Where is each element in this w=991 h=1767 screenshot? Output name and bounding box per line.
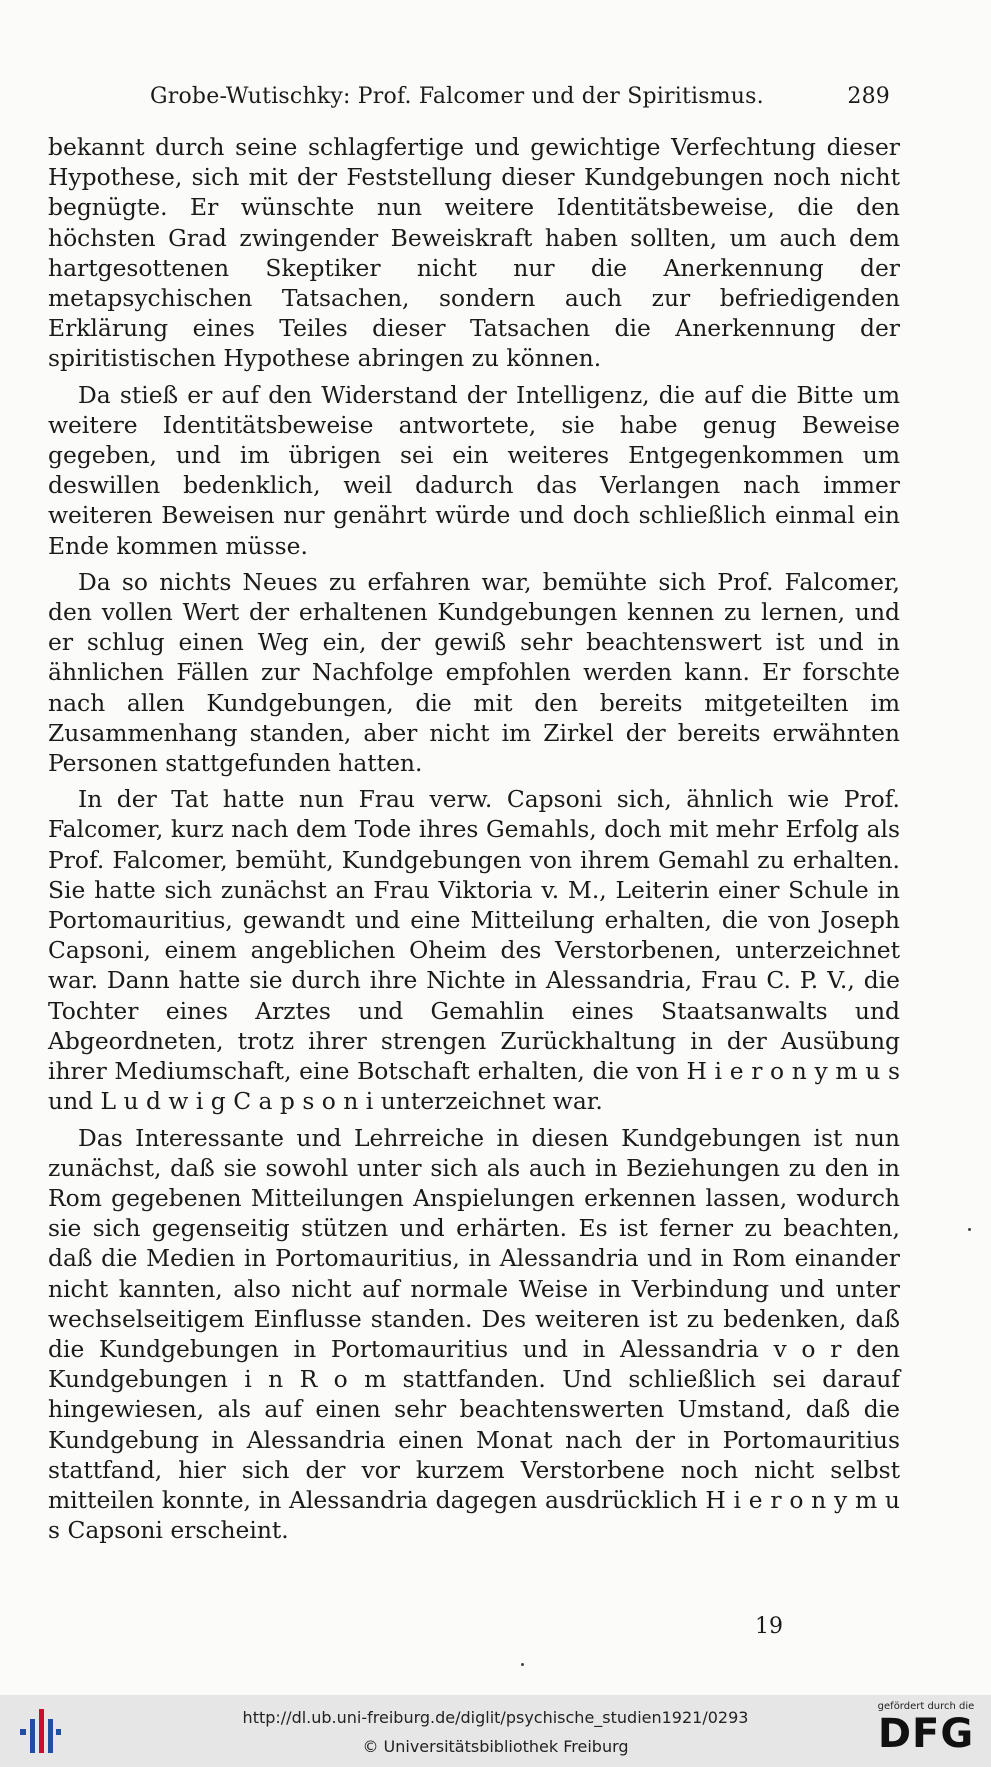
paragraph: Da stieß er auf den Widerstand der Intelligenz, die auf die Bitte um weitere Identitätsbeweise antwortete, sie habe genug Beweise gegeben, und im übrigen sei ein weiteres Entgegenkommen um deswillen bedenklich, weil dadurch das Verlangen nach immer weiteren Beweisen nur genährt würde und doch schließlich einmal ein Ende kommen müsse. [48, 380, 900, 560]
dfg-wordmark: DFG [877, 1711, 975, 1757]
paragraph: Da so nichts Neues zu erfahren war, bemühte sich Prof. Falcomer, den vollen Wert der erhaltenen Kundgebungen kennen zu lernen, und er schlug einen Weg ein, der gewiß sehr beachtenswert ist und in ähnlichen Fällen zur Nachfolge empfohlen werden kann. Er forschte nach allen Kundgebungen, die mit den bereits mitgeteilten im Zusammenhang standen, aber nicht im Zirkel der bereits erwähnten Personen stattgefunden hatten. [48, 567, 900, 778]
paragraph: bekannt durch seine schlagfertige und gewichtige Verfechtung dieser Hypothese, sich mit der Feststellung dieser Kundgebungen noch nicht begnügte. Er wünschte nun weitere Identitätsbeweise, die den höchsten Grad zwingender Beweiskraft haben sollten, um auch dem hartgesottenen Skeptiker nicht nur die Anerkennung der metapsychischen Tatsachen, sondern auch zur befriedigenden Erklärung eines Teiles dieser Tatsachen die Anerkennung der spiritistischen Hypothese abringen zu können. [48, 133, 900, 373]
body-text [48, 132, 900, 1551]
paragraph: Das Interessante und Lehrreiche in diesen Kundgebungen ist nun zunächst, daß sie sowohl unter sich als auch in Beziehungen zu den in Rom gegebenen Mitteilungen Anspielungen erkennen lassen, wodurch sie sich gegenseitig stützen und erhärten. Es ist ferner zu beachten, daß die Medien in Portomauritius, in Alessandria und in Rom einander nicht kannten, also nicht auf normale Weise in Verbindung und unter wechselseitigem Einflusse standen. Des weiteren ist zu bedenken, daß die Kundgebungen in Portomauritius und in Alessandria v o r den Kundgebungen i n R o m stattfanden. Und schließlich sei darauf hingewiesen, als auf einen sehr beachtenswerten Umstand, daß die Kundgebung in Alessandria einen Monat nach der in Portomauritius stattfand, hier sich der vor kurzem Verstorbene noch nicht selbst mitteilen konnte, in Alessandria dagegen ausdrücklich H i e r o n y m u s Capsoni erscheint. [48, 1123, 900, 1545]
page-number: 289 [847, 84, 890, 109]
signature-mark: 19 [755, 1614, 783, 1639]
scan-speck [968, 1228, 971, 1231]
paragraph: In der Tat hatte nun Frau verw. Capsoni sich, ähnlich wie Prof. Falcomer, kurz nach dem Tode ihres Gemahls, doch mit mehr Erfolg als Prof. Falcomer, bemüht, Kundgebungen von ihrem Gemahl zu erhalten. Sie hatte sich zunächst an Frau Viktoria v. M., Leiterin einer Schule in Portomauritius, gewandt und eine Mitteilung erhalten, die von Joseph Capsoni, einem angeblichen Oheim des Verstorbenen, unterzeichnet war. Dann hatte sie durch ihre Nichte in Alessandria, Frau C. P. V., die Tochter eines Arztes und Gemahlin eines Staatsanwalts und Abgeordneten, trotz ihrer strengen Zurückhaltung in der Ausübung ihrer Mediumschaft, eine Botschaft erhalten, die von H i e r o n y m u s und L u d w i g C a p s o n i unterzeichnet war. [48, 785, 900, 1116]
source-url[interactable]: http://dl.ub.uni-freiburg.de/diglit/psychische_studien1921/0293 [242, 1708, 749, 1727]
dfg-supported-label: gefördert durch die [877, 1701, 975, 1712]
copyright: © Universitätsbibliothek Freiburg [362, 1737, 629, 1756]
footer-bar [0, 1695, 991, 1767]
dfg-logo [871, 1701, 981, 1763]
scan-speck [521, 1663, 524, 1666]
running-title: Grobe-Wutischky: Prof. Falcomer und der Spiritismus. [150, 84, 764, 109]
